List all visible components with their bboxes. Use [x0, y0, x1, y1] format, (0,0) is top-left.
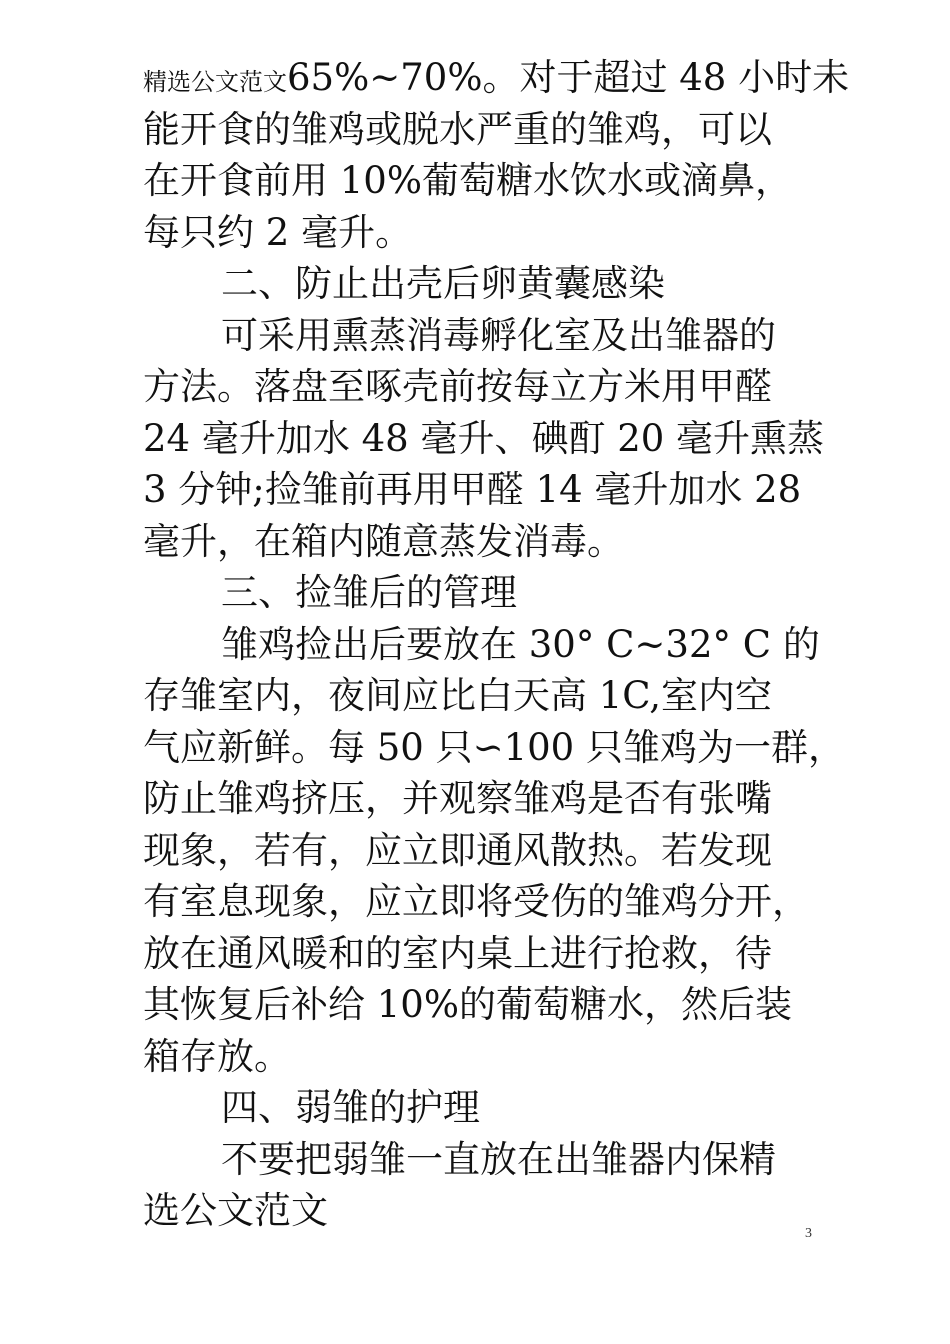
- text-line: 箱存放。: [143, 1034, 291, 1078]
- text-line: 毫升，在箱内随意蒸发消毒。: [143, 519, 624, 563]
- text-line: 有室息现象，应立即将受伤的雏鸡分开，: [143, 880, 809, 923]
- text-line: 存雏室内，夜间应比白天高 1C,室内空: [143, 674, 773, 717]
- text-line: 气应新鲜。每 50 只∽100 只雏鸡为一群，: [143, 725, 845, 769]
- text-line: 选公文范文: [143, 1189, 328, 1232]
- text-line: 其恢复后补给 10%的葡萄糖水，然后装: [143, 983, 792, 1026]
- line-text: 65%~70%。对于超过 48 小时未: [287, 56, 850, 99]
- paragraph-start: 可采用熏蒸消毒孵化室及出雏器的: [221, 313, 776, 357]
- text-line: [143, 52, 850, 104]
- text-line: 放在通风暖和的室内桌上进行抢救，待: [143, 931, 772, 975]
- page-number: 3: [805, 1226, 812, 1241]
- text-line: 防止雏鸡挤压，并观察雏鸡是否有张嘴: [143, 777, 772, 820]
- text-line: 每只约 2 毫升。: [143, 210, 413, 254]
- body-text: [143, 52, 850, 1237]
- text-line: 在开食前用 10%葡萄糖水饮水或滴鼻，: [143, 159, 792, 202]
- text-line: 能开食的雏鸡或脱水严重的雏鸡，可以: [143, 107, 772, 151]
- paragraph-start: 不要把弱雏一直放在出雏器内保精: [221, 1137, 776, 1181]
- section-heading-4: 四、弱雏的护理: [221, 1086, 480, 1129]
- text-line: 现象，若有，应立即通风散热。若发现: [143, 828, 772, 872]
- text-line: 方法。落盘至啄壳前按每立方米用甲醛: [143, 365, 772, 408]
- header-watermark-text: 精选公文范文: [143, 68, 287, 96]
- text-line: 3 分钟;捡雏前再用甲醛 14 毫升加水 28: [143, 468, 802, 511]
- text-line: 24 毫升加水 48 毫升、碘酊 20 毫升熏蒸: [143, 416, 825, 460]
- section-heading-3: 三、捡雏后的管理: [221, 571, 517, 614]
- paragraph-start: 雏鸡捡出后要放在 30° C~32° C 的: [221, 622, 820, 666]
- section-heading-2: 二、防止出壳后卵黄囊感染: [221, 262, 665, 305]
